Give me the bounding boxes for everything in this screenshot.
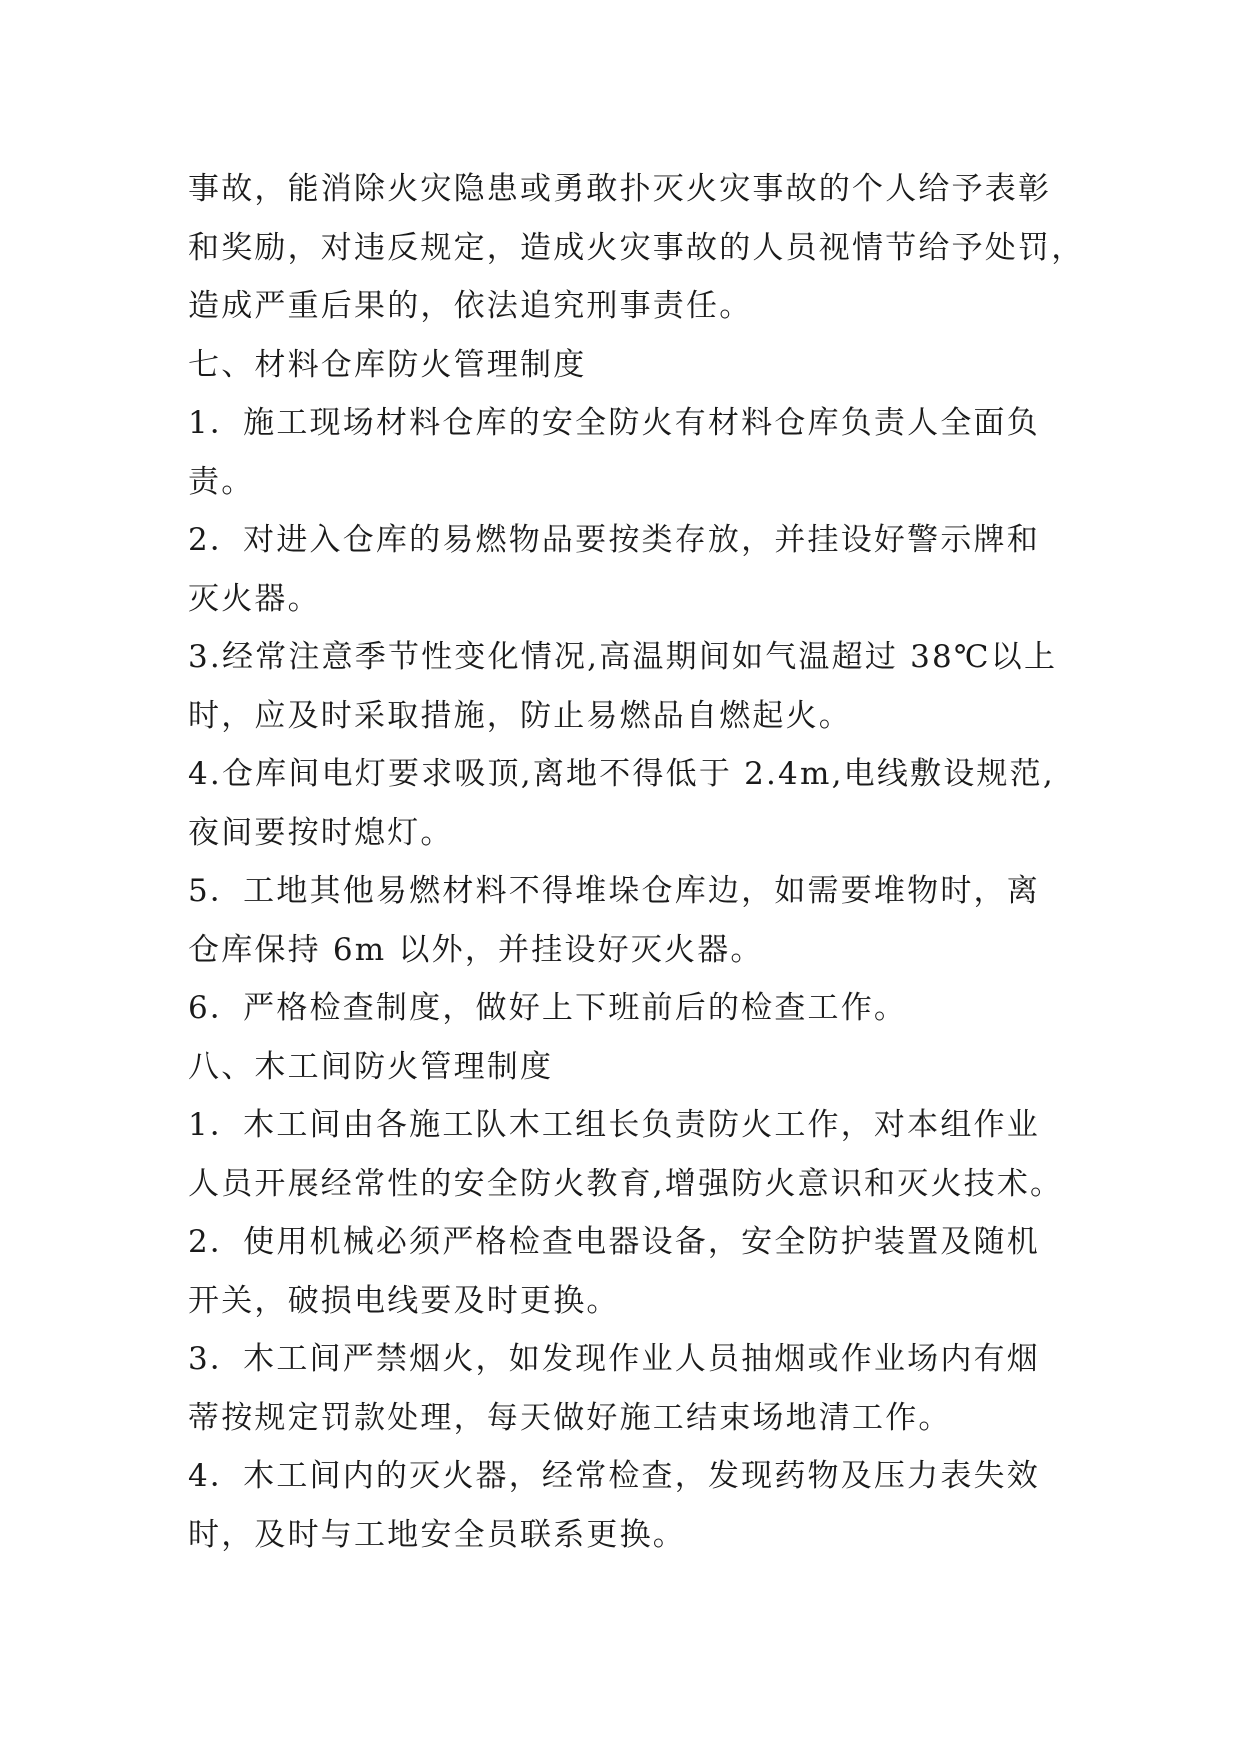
text-line: 责。 [188, 463, 255, 500]
text-line: 灭火器。 [188, 580, 321, 617]
text-line: 造成严重后果的，依法追究刑事责任。 [188, 288, 753, 324]
document-page [188, 160, 1085, 1564]
text-line: 开关，破损电线要及时更换。 [188, 1282, 620, 1319]
text-line: 时，应及时采取措施，防止易燃品自燃起火。 [188, 697, 852, 734]
text-line: 和奖励，对违反规定，造成火灾事故的人员视情节给予处罚， [188, 229, 1085, 266]
section-heading: 八、木工间防火管理制度 [188, 1048, 554, 1085]
text-line: 6．严格检查制度，做好上下班前后的检查工作。 [188, 990, 908, 1026]
text-line: 人员开展经常性的安全防火教育,增强防火意识和灭火技术。 [188, 1165, 1064, 1202]
text-line: 2．对进入仓库的易燃物品要按类存放，并挂设好警示牌和 [188, 522, 1040, 558]
section-heading: 七、材料仓库防火管理制度 [188, 346, 587, 383]
text-line: 时，及时与工地安全员联系更换。 [188, 1516, 686, 1553]
text-line: 4．木工间内的灭火器，经常检查，发现药物及压力表失效 [188, 1458, 1040, 1494]
text-line: 事故，能消除火灾隐患或勇敢扑灭火灾事故的个人给予表彰 [188, 171, 1052, 207]
text-line: 3．木工间严禁烟火，如发现作业人员抽烟或作业场内有烟 [188, 1341, 1040, 1377]
text-line: 3.经常注意季节性变化情况,高温期间如气温超过 38℃以上 [188, 639, 1058, 675]
text-line: 2．使用机械必须严格检查电器设备，安全防护装置及随机 [188, 1224, 1040, 1260]
text-line: 1．木工间由各施工队木工组长负责防火工作，对本组作业 [188, 1107, 1040, 1143]
text-line: 1．施工现场材料仓库的安全防火有材料仓库负责人全面负 [188, 405, 1040, 441]
text-line: 仓库保持 6m 以外，并挂设好灭火器。 [188, 931, 764, 968]
text-line: 5．工地其他易燃材料不得堆垛仓库边，如需要堆物时，离 [188, 873, 1040, 909]
text-line: 4.仓库间电灯要求吸顶,离地不得低于 2.4m,电线敷设规范, [188, 756, 1055, 792]
text-line: 蒂按规定罚款处理，每天做好施工结束场地清工作。 [188, 1399, 952, 1436]
text-line: 夜间要按时熄灯。 [188, 814, 454, 851]
